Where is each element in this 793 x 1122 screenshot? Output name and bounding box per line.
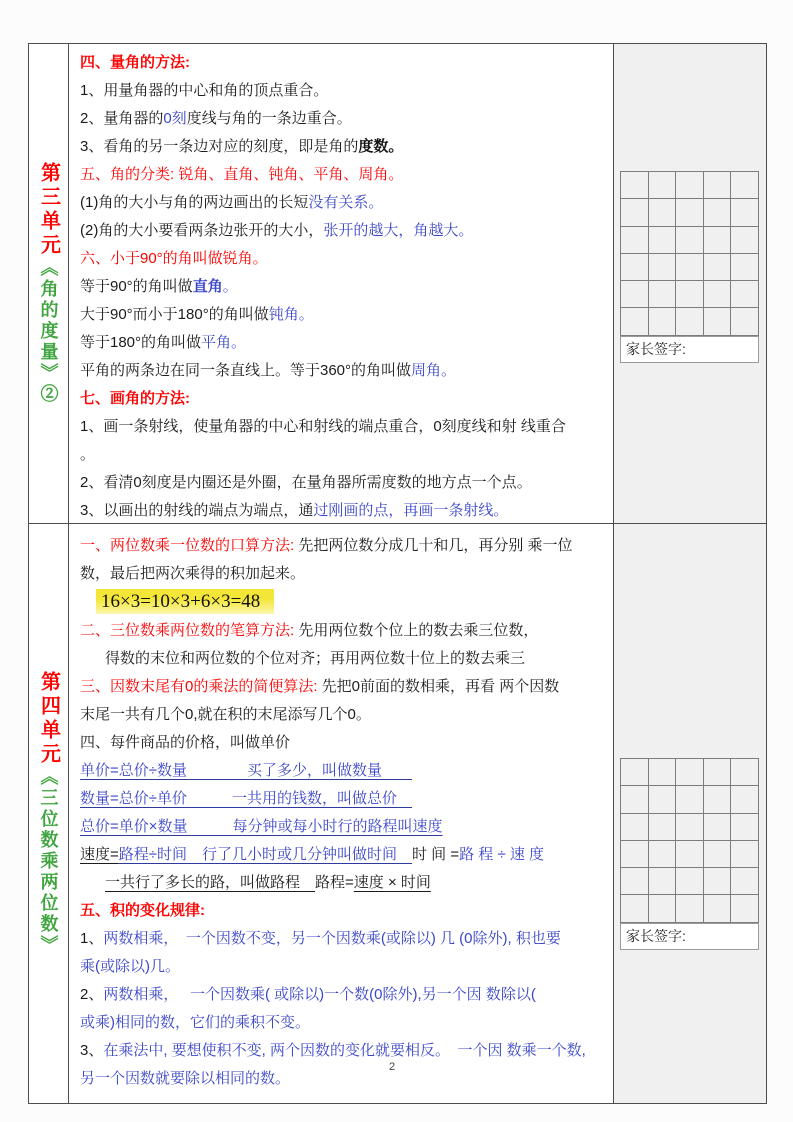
practice-grid	[620, 171, 759, 336]
grid-cell	[704, 759, 732, 786]
grid-cell	[649, 199, 677, 226]
notes-table	[28, 43, 767, 1104]
text-segment: 直角	[192, 278, 223, 295]
text-line	[80, 1009, 613, 1037]
text-line	[80, 469, 613, 497]
text-line	[80, 869, 613, 897]
text-segment: 。	[222, 278, 238, 295]
unit-3-label-cell	[29, 44, 69, 523]
grid-cell	[731, 281, 759, 308]
grid-cell	[676, 254, 704, 281]
text-line	[80, 925, 613, 953]
text-segment: 二、三位数乘两位数的笔算方法:	[80, 622, 295, 639]
text-line	[80, 981, 613, 1009]
text-line	[80, 953, 613, 981]
grid-cell	[704, 199, 732, 226]
unit-3-side-inner	[620, 171, 759, 363]
text-segment: 平角。	[201, 334, 247, 351]
text-segment: 2、量角器的	[80, 110, 164, 127]
grid-cell	[621, 868, 649, 895]
grid-cell	[731, 841, 759, 868]
text-line	[80, 813, 613, 841]
text-segment: 或乘)相同的数，它们的乘积不变。	[80, 1014, 310, 1031]
text-segment: 先用两位数个位上的数去乘三位数，	[294, 622, 539, 639]
grid-cell	[704, 895, 732, 922]
grid-cell	[704, 227, 732, 254]
text-line	[80, 841, 613, 869]
text-line	[80, 301, 613, 329]
grid-cell	[649, 281, 677, 308]
grid-cell	[676, 172, 704, 199]
text-line	[80, 441, 613, 469]
grid-cell	[649, 308, 677, 335]
text-segment: 六、小于90°的角叫做锐角。	[80, 250, 268, 267]
unit-4-side-inner	[620, 758, 759, 950]
text-segment: 时 间 =	[412, 846, 460, 863]
grid-cell	[676, 759, 704, 786]
text-segment: 数，最后把两次乘得的积加起来。	[80, 565, 306, 582]
text-segment: 另一个因数就要除以相同的数。	[80, 1070, 291, 1087]
text-segment: 三、因数末尾有0的乘法的简便算法:	[80, 678, 318, 695]
text-segment: 路程÷时间	[118, 846, 202, 863]
grid-cell	[621, 814, 649, 841]
unit-4-title	[39, 671, 59, 956]
practice-grid	[620, 758, 759, 923]
text-line	[80, 588, 613, 617]
text-segment: 张开的越大，角越大。	[323, 222, 474, 239]
text-line	[80, 161, 613, 189]
text-segment: 速度 × 时间	[353, 874, 431, 891]
grid-cell	[649, 172, 677, 199]
unit-3-side-panel	[614, 44, 766, 523]
text-line	[80, 357, 613, 385]
grid-cell	[621, 308, 649, 335]
grid-cell	[649, 759, 677, 786]
grid-cell	[649, 895, 677, 922]
grid-cell	[731, 199, 759, 226]
unit-4-title-number: 第四单元	[37, 671, 60, 767]
text-line	[80, 701, 613, 729]
unit-3-title-name: 《角的度量》②	[38, 258, 59, 405]
text-segment: 两数相乘， 一个因数乘( 或除以)一个数(0除外),另一个因 数除以(	[103, 986, 536, 1003]
unit-4-row	[29, 523, 766, 1103]
text-line	[80, 1065, 613, 1093]
text-segment: 等于90°的角叫做	[80, 278, 193, 295]
text-segment: 五、角的分类: 锐角、直角、钝角、平角、周角。	[80, 166, 404, 183]
text-segment: 过刚画的点，再画一条射线。	[313, 502, 509, 519]
text-segment: (2)角的大小要看两条边张开的大小，	[80, 222, 324, 239]
grid-cell	[731, 814, 759, 841]
text-line	[80, 329, 613, 357]
text-line	[80, 133, 613, 161]
text-segment: 两数相乘， 一个因数不变，另一个因数乘(或除以) 几 (0除外), 积也要	[103, 930, 561, 947]
grid-cell	[676, 841, 704, 868]
grid-cell	[731, 227, 759, 254]
grid-cell	[704, 281, 732, 308]
text-segment: 一共行了多长的路，叫做路程	[105, 874, 316, 891]
grid-cell	[731, 254, 759, 281]
text-segment: 末尾一共有几个0,就在积的末尾添写几个0。	[80, 706, 371, 723]
grid-cell	[704, 868, 732, 895]
grid-cell	[704, 308, 732, 335]
text-segment: 周角。	[411, 362, 457, 379]
text-line	[80, 49, 613, 77]
text-line	[80, 757, 613, 785]
unit-4-side-panel	[614, 524, 766, 1103]
text-segment: 数量=总价÷单价	[80, 790, 232, 807]
grid-cell	[649, 786, 677, 813]
text-segment: 1、	[80, 930, 104, 947]
grid-cell	[731, 759, 759, 786]
parent-signature-label: 家长签字:	[626, 340, 686, 357]
grid-cell	[621, 841, 649, 868]
text-segment: 路 程 ÷ 速 度	[459, 846, 545, 863]
text-segment: 3、看角的另一条边对应的刻度，即是角的	[80, 138, 359, 155]
grid-cell	[731, 308, 759, 335]
grid-cell	[704, 814, 732, 841]
text-line	[80, 385, 613, 413]
text-segment: 单价=总价÷数量	[80, 762, 247, 779]
text-segment: 四、每件商品的价格，叫做单价	[80, 734, 291, 751]
text-segment: 等于180°的角叫做	[80, 334, 202, 351]
grid-cell	[649, 254, 677, 281]
text-segment: 钝角。	[268, 306, 314, 323]
grid-cell	[731, 786, 759, 813]
text-segment: 2、	[80, 986, 104, 1003]
unit-4-label-cell	[29, 524, 69, 1103]
parent-signature-box	[620, 336, 759, 363]
grid-cell	[621, 281, 649, 308]
text-segment: 在乘法中, 要想使积不变, 两个因数的变化就要相反。 一个因 数乘一个数,	[103, 1042, 586, 1059]
grid-cell	[676, 281, 704, 308]
grid-cell	[621, 759, 649, 786]
text-line	[80, 617, 613, 645]
text-segment: (1)角的大小与角的两边画出的长短	[80, 194, 309, 211]
text-segment: 度线与角的一条边重合。	[186, 110, 352, 127]
unit-3-title-number: 第三单元	[37, 162, 60, 258]
grid-cell	[649, 227, 677, 254]
text-segment: 2、看清0刻度是内圈还是外圈，在量角器所需度数的地方点一个点。	[80, 474, 532, 491]
text-segment: 1、画一条射线，使量角器的中心和射线的端点重合，0刻度线和射 线重合	[80, 418, 566, 435]
parent-signature-box	[620, 923, 759, 950]
text-line	[80, 673, 613, 701]
text-segment: 乘(或除以)几。	[80, 958, 180, 975]
text-segment: 总价=单价×数量	[80, 818, 233, 835]
unit-3-row	[29, 44, 766, 523]
grid-cell	[676, 308, 704, 335]
text-segment: 0刻	[163, 110, 187, 127]
text-segment: 路程=	[315, 874, 354, 891]
page-number: 2	[389, 1061, 396, 1073]
text-line	[80, 413, 613, 441]
text-line	[80, 729, 613, 757]
grid-cell	[621, 254, 649, 281]
text-segment: 七、画角的方法:	[80, 390, 190, 407]
text-line	[80, 245, 613, 273]
text-segment: 速度=	[80, 846, 119, 863]
grid-cell	[676, 814, 704, 841]
grid-cell	[731, 895, 759, 922]
text-segment: 一、两位数乘一位数的口算方法:	[80, 537, 295, 554]
grid-cell	[704, 786, 732, 813]
grid-cell	[649, 868, 677, 895]
grid-cell	[704, 254, 732, 281]
parent-signature-label: 家长签字:	[626, 927, 686, 944]
text-segment: 先把0前面的数相乘，再看 两个因数	[317, 678, 560, 695]
text-segment: 每分钟或每小时行的路程叫速度	[232, 818, 443, 835]
grid-cell	[676, 227, 704, 254]
text-line	[80, 273, 613, 301]
text-segment: 平角的两条边在同一条直线上。等于360°的角叫做	[80, 362, 412, 379]
text-line	[80, 897, 613, 925]
text-line	[80, 189, 613, 217]
text-line	[80, 77, 613, 105]
unit-3-content	[69, 44, 614, 523]
text-line	[80, 217, 613, 245]
grid-cell	[621, 172, 649, 199]
grid-cell	[676, 786, 704, 813]
grid-cell	[676, 868, 704, 895]
unit-4-title-name: 《三位数乘两位数》	[38, 767, 59, 956]
grid-cell	[621, 227, 649, 254]
grid-cell	[649, 841, 677, 868]
text-segment: 先把两位数分成几十和几，再分别 乘一位	[294, 537, 573, 554]
text-segment: 五、积的变化规律:	[80, 902, 205, 919]
text-line	[80, 497, 613, 523]
unit-4-content	[69, 524, 614, 1103]
grid-cell	[649, 814, 677, 841]
text-line	[80, 532, 613, 560]
text-segment: 3、以画出的射线的端点为端点，通	[80, 502, 314, 519]
grid-cell	[731, 172, 759, 199]
grid-cell	[676, 199, 704, 226]
text-line	[80, 105, 613, 133]
text-line	[80, 1037, 613, 1065]
grid-cell	[731, 868, 759, 895]
text-segment: 度数。	[358, 138, 404, 155]
text-segment: 大于90°而小于180°的角叫做	[80, 306, 269, 323]
grid-cell	[621, 786, 649, 813]
grid-cell	[704, 841, 732, 868]
text-segment: 1、用量角器的中心和角的顶点重合。	[80, 82, 329, 99]
text-line	[80, 645, 613, 673]
text-segment: 行了几小时或几分钟叫做时间	[202, 846, 413, 863]
text-segment: 。	[80, 446, 96, 463]
grid-cell	[704, 172, 732, 199]
text-segment: 得数的末位和两位数的个位对齐；再用两位数十位上的数去乘三	[105, 650, 526, 667]
text-segment: 3、	[80, 1042, 104, 1059]
grid-cell	[676, 895, 704, 922]
text-segment: 一共用的钱数，叫做总价	[232, 790, 413, 807]
grid-cell	[621, 895, 649, 922]
text-segment: 16×3=10×3+6×3=48	[96, 589, 274, 614]
unit-3-title	[39, 162, 59, 405]
text-line	[80, 560, 613, 588]
text-line	[80, 785, 613, 813]
text-segment: 没有关系。	[308, 194, 384, 211]
text-segment: 买了多少，叫做数量	[247, 762, 413, 779]
grid-cell	[621, 199, 649, 226]
text-segment: 四、量角的方法:	[80, 54, 190, 71]
